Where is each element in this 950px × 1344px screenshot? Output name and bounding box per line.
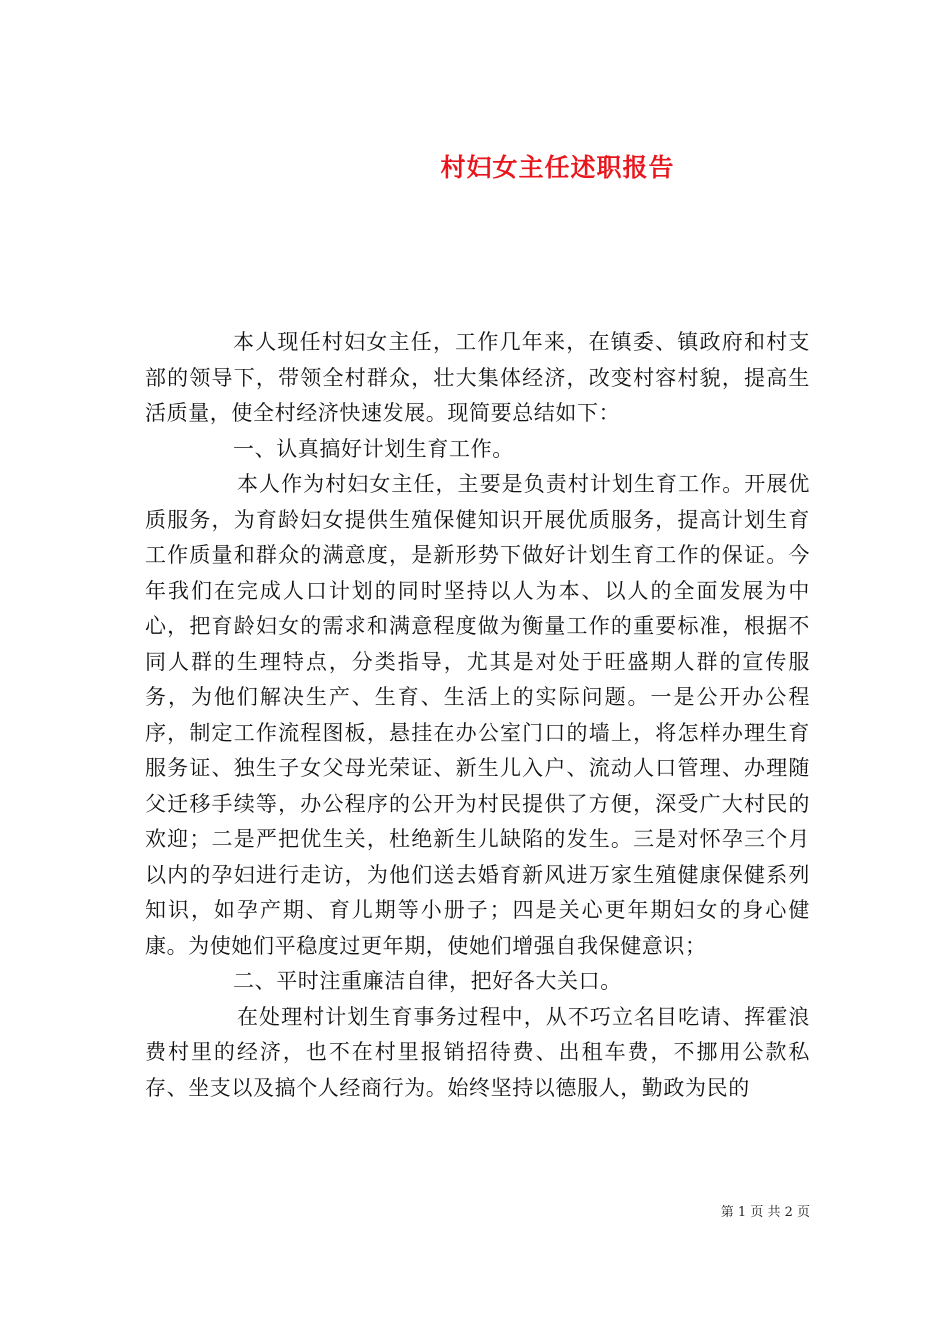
section-heading-2: 二、平时注重廉洁自律，把好各大关口。: [233, 969, 622, 993]
page-number: 第 1 页 共 2 页: [720, 1205, 810, 1220]
intro-paragraph: 本人现任村妇女主任，工作几年来，在镇委、镇政府和村支部的领导下，带领全村群众，壮大集体经济，改变村容村貌，提高生活质量，使全村经济快速发展。现简要总结如下：: [145, 330, 810, 425]
section-heading-1: 一、认真搞好计划生育工作。: [233, 436, 514, 461]
page-title: 村妇女主任述职报告: [440, 152, 675, 182]
section-2-paragraph: 在处理村计划生育事务过程中，从不巧立名目吃请、挥霍浪费村里的经济，也不在村里报销招待费、出租车费，不挪用公款私存、坐支以及搞个人经商行为。始终坚持以德服人，勤政为民的: [145, 1004, 810, 1100]
section-1-paragraph: 本人作为村妇女主任，主要是负责村计划生育工作。开展优质服务，为育龄妇女提供生殖保健知识开展优质服务，提高计划生育工作质量和群众的满意度，是新形势下做好计划生育工作的保证。今年我们在完成人口计划的同时坚持以人为本、以人的全面发展为中心，把育龄妇女的需求和满意程度做为衡量工作的重要标准，根据不同人群的生理特点，分类指导，尤其是对处于旺盛期人群的宣传服务，为他们解决生产、生育、生活上的实际问题。一是公开办公程序，制定工作流程图板，悬挂在办公室门口的墙上，将怎样办理生育服务证、独生子女父母光荣证、新生儿入户、流动人口管理、办理随父迁移手续等，办公程序的公开为村民提供了方便，深受广大村民的欢迎；二是严把优生关，杜绝新生儿缺陷的发生。三是对怀孕三个月以内的孕妇进行走访，为他们送去婚育新风进万家生殖健康保健系列知识，如孕产期、育儿期等小册子；四是关心更年期妇女的身心健康。为使她们平稳度过更年期，使她们增强自我保健意识；: [145, 472, 810, 958]
document-body: [145, 325, 810, 1106]
